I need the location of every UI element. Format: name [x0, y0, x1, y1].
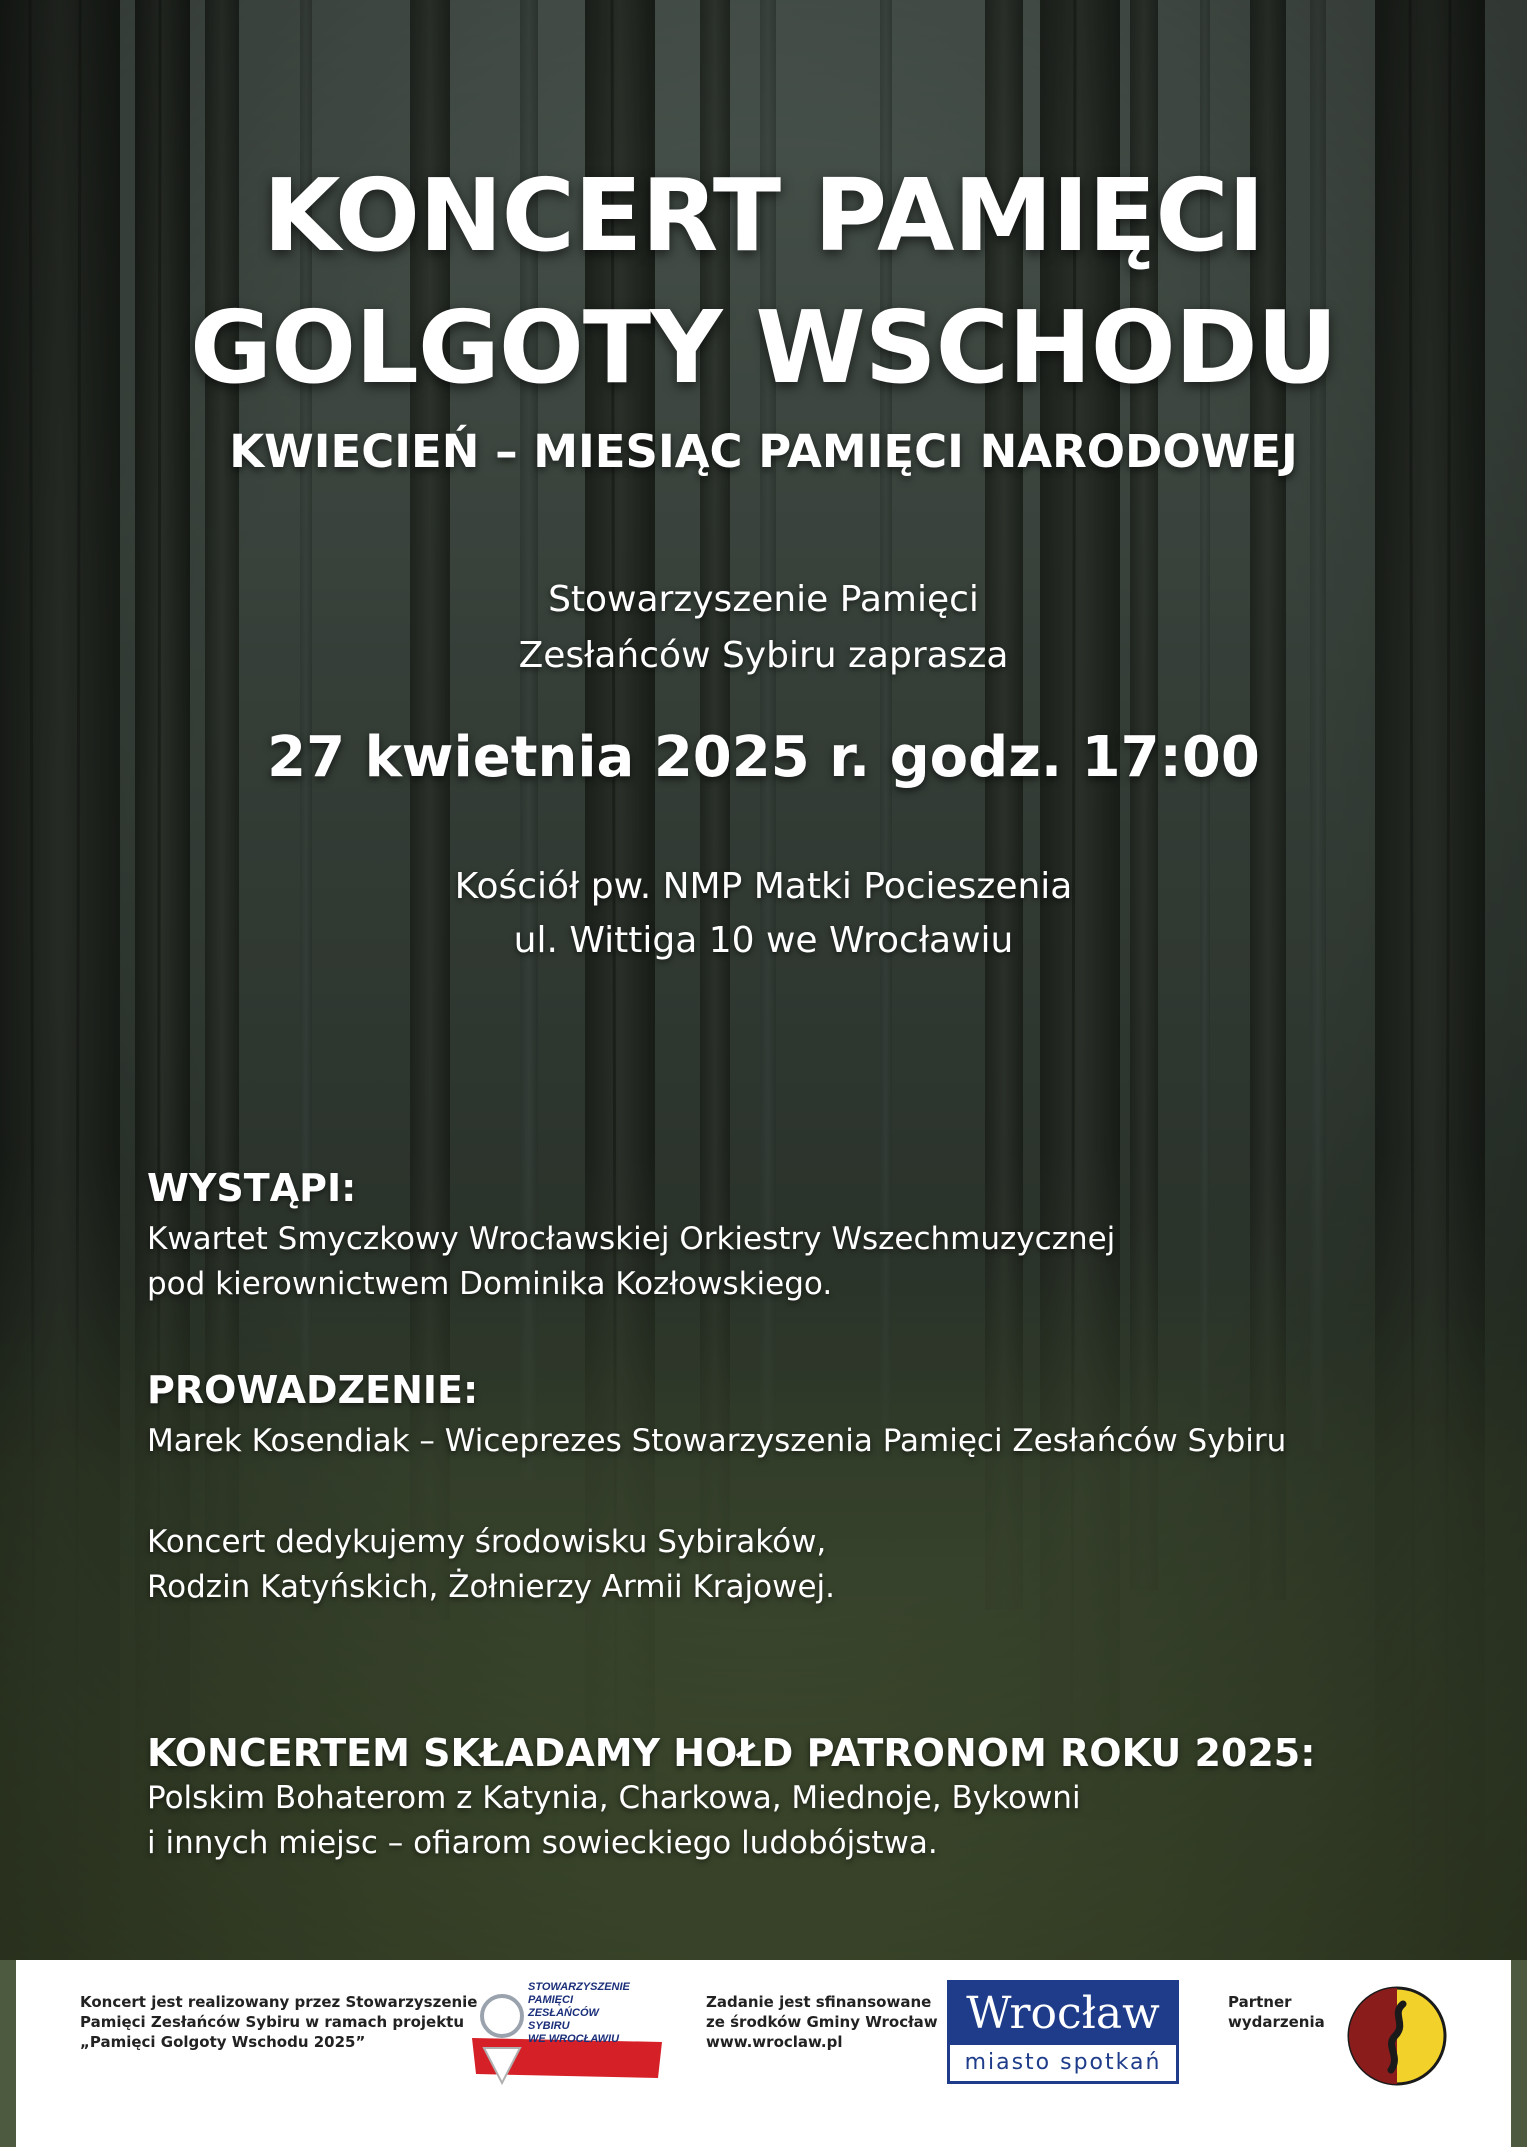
partner-line-2: wydarzenia [1228, 2013, 1325, 2031]
funding-line-1: Zadanie jest sfinansowane [706, 1993, 932, 2011]
organizer-line-1: Stowarzyszenie Pamięci [548, 579, 979, 620]
tribute-section [147, 1730, 1477, 1866]
title-line-1: KONCERT PAMIĘCI [262, 157, 1265, 274]
tribute-line-1: Polskim Bohaterom z Katynia, Charkowa, Miednoje, Bykowni [147, 1780, 1081, 1816]
host-heading: PROWADZENIE: [147, 1368, 479, 1412]
dedication-line-2: Rodzin Katyńskich, Żołnierzy Armii Krajowej. [147, 1569, 836, 1605]
assoc-logo-text-1: STOWARZYSZENIE [528, 1981, 630, 1993]
tribute-line-2: i innych miejsc – ofiarom sowieckiego ludobójstwa. [147, 1825, 938, 1861]
footer-edge-left [0, 1960, 16, 2147]
dedication-section [147, 1520, 1477, 1610]
association-logo [462, 1978, 662, 2088]
performers-section [147, 1165, 1477, 1307]
assoc-logo-text-2: PAMIĘCI [528, 1994, 574, 2006]
assoc-logo-text-4: SYBIRU [528, 2020, 570, 2032]
subtitle: KWIECIEŃ – MIESIĄC PAMIĘCI NARODOWEJ [229, 425, 1298, 478]
sponsor-footer [0, 1960, 1527, 2147]
project-line-3: „Pamięci Golgoty Wschodu 2025” [80, 2033, 366, 2051]
project-line-1: Koncert jest realizowany przez Stowarzyszenie [80, 1993, 478, 2011]
assoc-logo-text-5: WE WROCŁAWIU [528, 2033, 620, 2045]
dedication-line-1: Koncert dedykujemy środowisku Sybiraków, [147, 1524, 827, 1560]
event-date: 27 kwietnia 2025 r. godz. 17:00 [267, 725, 1260, 790]
project-line-2: Pamięci Zesłańców Sybiru w ramach projektu [80, 2013, 465, 2031]
funding-info [706, 1992, 938, 2052]
assoc-logo-text-3: ZESŁAŃCÓW [528, 2007, 599, 2019]
title-line-2: GOLGOTY WSCHODU [190, 289, 1337, 406]
partner-logo [1345, 1984, 1449, 2088]
wroclaw-logo [947, 1980, 1179, 2084]
wroclaw-logo-tagline: miasto spotkań [964, 2050, 1162, 2075]
host-line-1: Marek Kosendiak – Wiceprezes Stowarzyszenia Pamięci Zesłańców Sybiru [147, 1423, 1287, 1459]
venue-line-2: ul. Wittiga 10 we Wrocławiu [513, 920, 1014, 961]
funding-line-2: ze środków Gminy Wrocław [706, 2013, 938, 2031]
organizer-line-2: Zesłańców Sybiru zaprasza [518, 635, 1009, 676]
wroclaw-logo-name: Wrocław [950, 1983, 1176, 2045]
host-section [147, 1367, 1477, 1464]
partner-info [1228, 1992, 1325, 2032]
partner-line-1: Partner [1228, 1993, 1292, 2011]
tribute-heading: KONCERTEM SKŁADAMY HOŁD PATRONOM ROKU 2025: [147, 1731, 1316, 1775]
performers-line-1: Kwartet Smyczkowy Wrocławskiej Orkiestry Wszechmuzycznej [147, 1221, 1116, 1257]
venue-line-1: Kościół pw. NMP Matki Pocieszenia [454, 866, 1073, 907]
footer-edge-right [1511, 1960, 1527, 2147]
funding-line-3: www.wroclaw.pl [706, 2033, 843, 2051]
project-info [80, 1992, 478, 2052]
performers-heading: WYSTĄPI: [147, 1166, 357, 1210]
performers-line-2: pod kierownictwem Dominika Kozłowskiego. [147, 1266, 833, 1302]
